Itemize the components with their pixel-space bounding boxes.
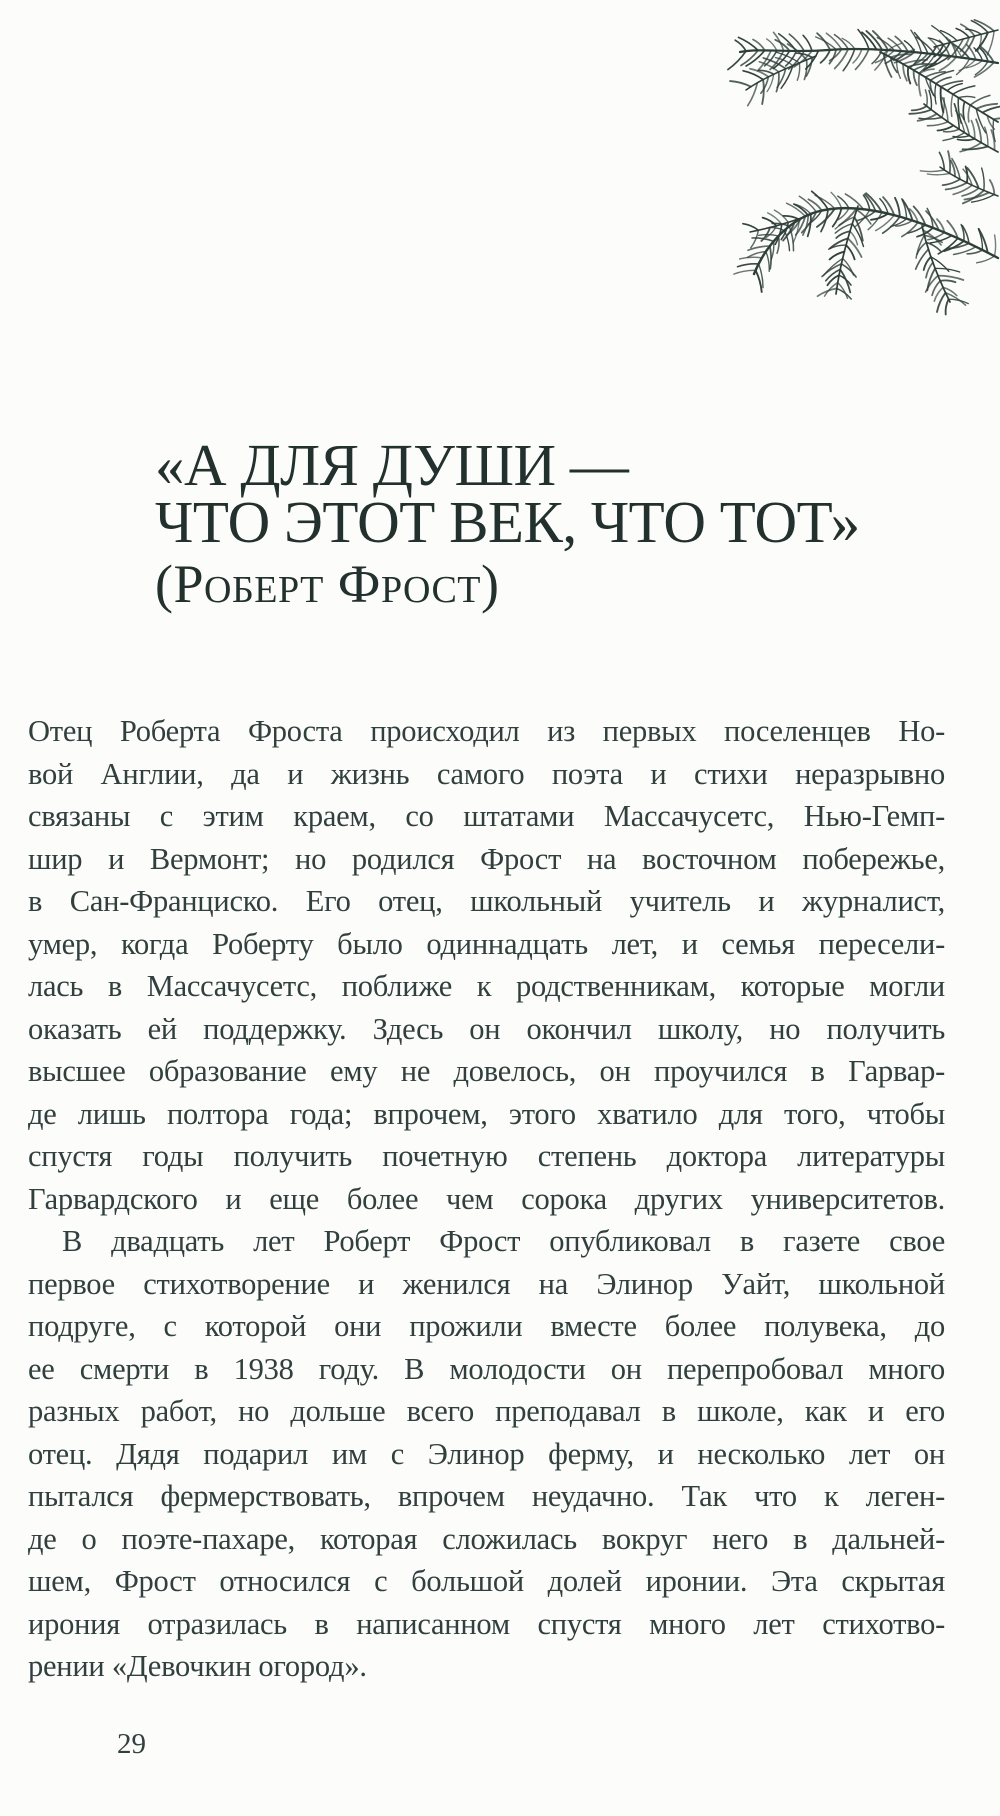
fir-needle xyxy=(763,218,777,226)
fir-needle xyxy=(789,34,804,51)
fir-needle xyxy=(848,238,862,257)
text-line: Отец Роберта Фроста происходил из первых поселенцев Но- xyxy=(28,714,945,748)
fir-needle xyxy=(953,86,975,94)
fir-needle xyxy=(949,299,969,303)
fir-needle xyxy=(862,32,877,49)
fir-needle xyxy=(958,96,975,97)
text-line: оказать ей поддержку. Здесь он окончил школу, но получить xyxy=(28,1011,945,1046)
fir-needle xyxy=(958,139,975,140)
fir-needle xyxy=(968,105,970,122)
fir-needle xyxy=(918,114,937,121)
text-line: лась в Массачусетс, поближе к родственникам, которые могли xyxy=(28,969,945,1003)
chapter-author: (Роберт Фрост) xyxy=(155,554,500,614)
fir-needle xyxy=(895,198,900,217)
chapter-title-line-1: «А ДЛЯ ДУШИ — xyxy=(155,432,629,498)
fir-needle xyxy=(843,49,855,71)
fir-needle xyxy=(838,283,848,299)
text-line: первое стихотворение и женился на Элинор Уайт, школьной xyxy=(28,1266,945,1301)
fir-needle xyxy=(982,106,1000,113)
text-line: вой Англии, да и жизнь самого поэта и стихи неразрывно xyxy=(28,756,945,791)
fir-needle xyxy=(987,31,994,55)
fir-needle xyxy=(927,173,949,174)
text-line: ирония отразилась в написанном спустя много лет стихотво- xyxy=(28,1606,945,1641)
fir-needle xyxy=(929,91,931,110)
text-line: де лишь полтора года; впрочем, этого хватило для того, чтобы xyxy=(28,1096,945,1131)
fir-branch-illustration xyxy=(716,0,1000,312)
fir-needle xyxy=(840,269,850,292)
fir-needle xyxy=(770,246,771,269)
fir-needle xyxy=(846,245,855,259)
fir-needle xyxy=(946,299,949,314)
paragraph xyxy=(28,1220,945,1688)
fir-needle xyxy=(937,293,946,312)
fir-needle xyxy=(925,90,927,106)
fir-needle xyxy=(856,49,870,69)
text-line: пытался фермерствовать, впрочем неудачно. Так что к леген- xyxy=(28,1479,945,1513)
text-line: В двадцать лет Роберт Фрост опубликовал в газете свое xyxy=(62,1224,945,1258)
text-line: умер, когда Роберту было одиннадцать лет, и семья пересели- xyxy=(28,926,945,961)
fir-needle xyxy=(948,151,950,173)
fir-needle xyxy=(751,230,759,248)
fir-needle xyxy=(738,264,759,267)
fir-needle xyxy=(951,94,953,116)
fir-needle xyxy=(728,51,746,70)
body-text xyxy=(28,710,945,1688)
text-line: ее смерти в 1938 году. В молодости он перепробовал много xyxy=(28,1351,945,1386)
text-line: связаны с этим краем, со штатами Массачусетс, Нью-Гемп- xyxy=(28,799,945,833)
fir-needle xyxy=(768,213,782,224)
text-line: отец. Дядя подарил им с Элинор ферму, и несколько лет он xyxy=(28,1436,945,1471)
paragraph xyxy=(28,710,945,1220)
fir-needle xyxy=(938,276,963,280)
text-line: шир и Вермонт; но родился Фрост на восточном побережье, xyxy=(28,841,945,876)
fir-needle xyxy=(919,74,921,96)
text-line: разных работ, но дольше всего преподавал в школе, как и его xyxy=(28,1394,945,1428)
fir-needle xyxy=(743,224,759,231)
fir-needle xyxy=(740,257,762,259)
chapter-title-block xyxy=(155,432,960,614)
fir-needle xyxy=(940,280,955,282)
fir-needle xyxy=(915,53,928,64)
fir-needle xyxy=(943,179,961,185)
fir-needle xyxy=(985,127,988,146)
text-line: в Сан-Франциско. Его отец, школьный учитель и журналист, xyxy=(28,884,945,918)
fir-needle xyxy=(908,67,910,84)
fir-needle xyxy=(994,118,1000,119)
text-line: рении «Девочкин огород». xyxy=(28,1649,367,1683)
page-number: 29 xyxy=(117,1728,146,1760)
fir-needle xyxy=(995,235,996,256)
fir-needle xyxy=(966,167,968,183)
text-line: подруге, с которой они прожили вместе более полувека, до xyxy=(28,1309,945,1343)
fir-needle xyxy=(938,126,954,131)
fir-needle xyxy=(734,270,756,274)
fir-needle xyxy=(735,40,746,51)
fir-needle xyxy=(730,81,751,87)
fir-needle xyxy=(753,40,765,51)
text-line: Гарвардского и еще более чем сорока других университетов. xyxy=(28,1181,945,1216)
fir-needle xyxy=(803,35,812,51)
fir-needle xyxy=(776,72,779,92)
fir-needle xyxy=(982,168,984,190)
text-line: высшее образование ему не довелось, он проучился в Гарвар- xyxy=(28,1054,945,1088)
fir-needle xyxy=(919,69,934,73)
fir-needle xyxy=(864,195,870,210)
branch-needles xyxy=(728,20,1000,315)
fir-needle xyxy=(920,170,944,172)
fir-needle xyxy=(817,33,830,50)
fir-needle xyxy=(971,121,974,139)
fir-needle xyxy=(977,256,995,263)
fir-needle xyxy=(935,84,936,104)
fir-needle xyxy=(960,143,981,152)
text-line: де о поэте-пахаре, которая сложилась вокруг него в дальней- xyxy=(28,1521,945,1556)
text-line: спустя годы получить почетную степень доктора литературы xyxy=(28,1139,945,1173)
fir-needle xyxy=(912,106,927,110)
text-line: шем, Фрост относился с большой долей иронии. Эта скрытая xyxy=(28,1564,945,1598)
fir-needle xyxy=(821,50,831,63)
fir-needle xyxy=(766,252,769,272)
fir-needle xyxy=(963,102,964,120)
chapter-title-line-2: ЧТО ЭТОТ ВЕК, ЧТО ТОТ» xyxy=(155,489,860,555)
fir-needle xyxy=(927,122,948,126)
fir-needle xyxy=(926,276,938,292)
